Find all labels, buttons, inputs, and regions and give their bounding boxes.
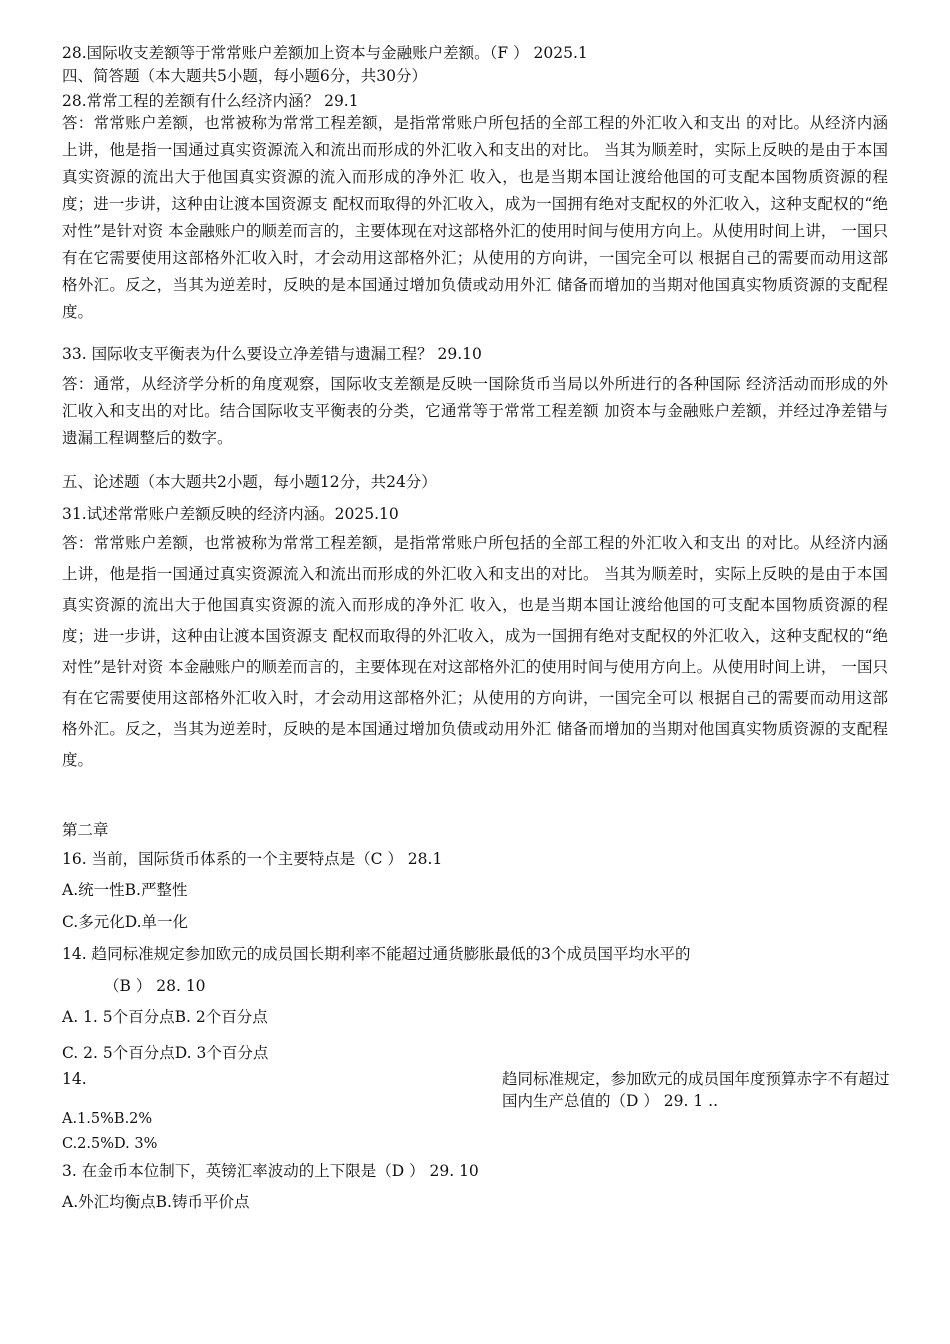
question-33: 33. 国际收支平衡表为什么要设立净差错与遗漏工程？ 29.10 <box>62 345 482 363</box>
question-16: 16. 当前，国际货币体系的一个主要特点是（C ） 28.1 <box>62 850 443 868</box>
question-3: 3. 在金币本位制下，英镑汇率波动的上下限是（D ） 29. 10 <box>62 1162 479 1180</box>
section-heading-essay: 五、论述题（本大题共2小题，每小题12分，共24分） <box>62 473 437 491</box>
question-28-true-false: 28.国际收支差额等于常常账户差额加上资本与金融账户差额。（F ） 2025.1 <box>62 44 588 62</box>
section-heading-short-answer: 四、简答题（本大题共5小题，每小题6分，共30分） <box>62 67 427 85</box>
chapter-heading: 第二章 <box>62 821 109 839</box>
answer-paragraph-3: 答：常常账户差额，也常被称为常常工程差额，是指常常账户所包括的全部工程的外汇收入和支出 的对比。从经济内涵上讲，他是指一国通过真实资源流入和流出而形成的外汇收入和支出的对比。 当其为顺差时，实际上反映的是由于本国真实资源的流出大于他国真实资源的流入而形成的净外汇 收入，也是当期本国让渡给他国的可支配本国物质资源的程度；进一步讲，这种由让渡本国资源支 配权而取得的外汇收入，成为一国拥有绝对支配权的外汇收入，这种支配权的“绝对性”是针对资 本金融账户的顺差而言的，主要体现在对这部格外汇的使用时间与使用方向上。从使用时间上讲， 一国只有在它需要使用这部格外汇收入时，才会动用这部格外汇；从使用的方向讲，一国完全可以 根据自己的需要而动用这部格外汇。反之，当其为逆差时，反映的是本国通过增加负债或动用外汇 储备而增加的当期对他国真实物质资源的支配程度。 <box>62 534 888 769</box>
question-31-essay: 31.试述常常账户差额反映的经济内涵。2025.10 <box>62 505 399 523</box>
question-14b-options-cd: C.2.5%D. 3% <box>62 1136 158 1152</box>
question-3-options-ab: A.外汇均衡点B.铸币平价点 <box>62 1193 250 1211</box>
question-14b-options-ab: A.1.5%B.2% <box>62 1111 153 1127</box>
question-14b-text: 趋同标准规定，参加欧元的成员国年度预算赤字不有超过国内生产总值的（D ） 29. 1 .. <box>502 1070 890 1110</box>
question-14a-answer: （B ） 28. 10 <box>104 977 206 995</box>
question-14a-options-cd: C. 2. 5个百分点D. 3个百分点 <box>62 1044 269 1062</box>
question-14a-options-ab: A. 1. 5个百分点B. 2个百分点 <box>62 1008 268 1026</box>
question-28-short-answer: 28.常常工程的差额有什么经济内涵？ 29.1 <box>62 92 359 110</box>
question-16-options-cd: C.多元化D.单一化 <box>62 913 189 931</box>
question-16-options-ab: A.统一性B.严整性 <box>62 881 188 899</box>
answer-paragraph-1: 答：常常账户差额，也常被称为常常工程差额，是指常常账户所包括的全部工程的外汇收入和支出 的对比。从经济内涵上讲，他是指一国通过真实资源流入和流出而形成的外汇收入和支出的对比。 当其为顺差时，实际上反映的是由于本国真实资源的流出大于他国真实资源的流入而形成的净外汇 收入，也是当期本国让渡给他国的可支配本国物质资源的程度；进一步讲，这种由让渡本国资源支 配权而取得的外汇收入，成为一国拥有绝对支配权的外汇收入，这种支配权的“绝对性”是针对资 本金融账户的顺差而言的，主要体现在对这部格外汇的使用时间与使用方向上。从使用时间上讲， 一国只有在它需要使用这部格外汇收入时，才会动用这部格外汇；从使用的方向讲，一国完全可以 根据自己的需要而动用这部格外汇。反之，当其为逆差时，反映的是本国通过增加负债或动用外汇 储备而增加的当期对他国真实物质资源的支配程度。 <box>62 114 888 321</box>
answer-paragraph-2: 答：通常，从经济学分析的角度观察，国际收支差额是反映一国除货币当局以外所进行的各种国际 经济活动而形成的外汇收入和支出的对比。结合国际收支平衡表的分类，它通常等于常常工程差额 加资本与金融账户差额，并经过净差错与遗漏工程调整后的数字。 <box>62 375 888 447</box>
question-14a: 14. 趋同标准规定参加欧元的成员国长期利率不能超过通货膨胀最低的3个成员国平均水平的 <box>62 945 691 963</box>
question-14b-number: 14. <box>62 1070 87 1088</box>
